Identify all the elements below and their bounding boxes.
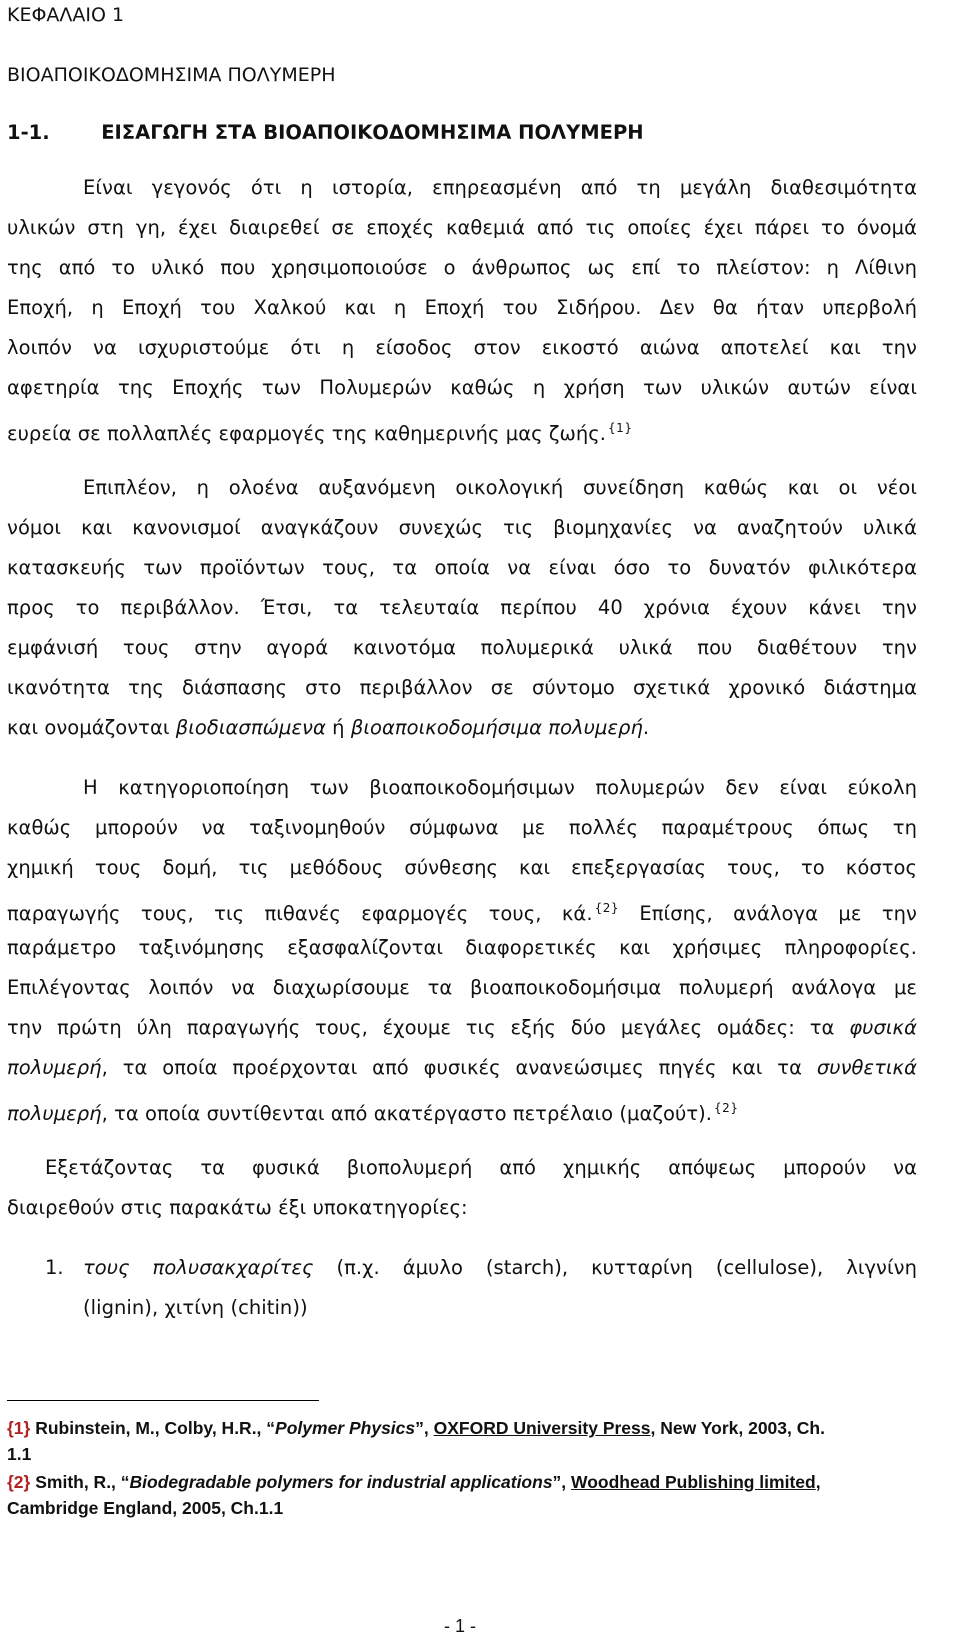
- text-line: [7, 408, 917, 454]
- text-span: Επίσης, ανάλογα με την: [618, 902, 917, 925]
- text-line: Επιπλέον, η ολοένα αυξανόμενη οικολογική συνείδηση καθώς και οι νέοι: [83, 476, 917, 499]
- text-span: και ονομάζονται: [7, 716, 176, 739]
- text-line: λοιπόν να ισχυριστούμε ότι η είσοδος στον εικοστό αιώνα αποτελεί και την: [7, 336, 917, 359]
- text-line: της από το υλικό που χρησιμοποιούσε ο άνθρωπος ως επί το πλείστον: η Λίθινη: [7, 256, 917, 279]
- italic-term: Polymer Physics: [275, 1418, 416, 1438]
- chapter-label: ΚΕΦΑΛΑΙΟ 1: [7, 4, 125, 26]
- text-span: .: [642, 716, 650, 739]
- page-number: - 1 -: [443, 1616, 476, 1636]
- text-line: Εξετάζοντας τα φυσικά βιοπολυμερή από χημικής απόψεως μπορούν να: [45, 1156, 917, 1179]
- text-span: , New York, 2003, Ch.: [650, 1418, 825, 1438]
- italic-term: τους πολυσακχαρίτες: [83, 1256, 314, 1279]
- footnote-mark: {1}: [7, 1418, 31, 1438]
- text-line: αφετηρία της Εποχής των Πολυμερών καθώς η χρήση των υλικών αυτών είναι: [7, 376, 917, 399]
- italic-term: βιοδιασπώμενα: [175, 716, 326, 739]
- text-line: διαιρεθούν στις παρακάτω έξι υποκατηγορίες:: [7, 1196, 468, 1219]
- footnote-2-cont: Cambridge England, 2005, Ch.1.1: [7, 1498, 284, 1518]
- italic-term: πολυμερή: [7, 1102, 102, 1125]
- text-line: Η κατηγοριοποίηση των βιοαποικοδομήσιμων πολυμερών δεν είναι εύκολη: [83, 776, 917, 799]
- text-line: καθώς μπορούν να ταξινομηθούν σύμφωνα με πολλές παραμέτρους όπως τη: [7, 816, 917, 839]
- text-line: [7, 1048, 917, 1088]
- citation-ref: {2}: [714, 1101, 739, 1115]
- text-line: [7, 1088, 917, 1134]
- publisher-link: OXFORD University Press: [433, 1418, 651, 1438]
- footnote-2: [7, 1469, 917, 1495]
- text-line: [7, 1008, 917, 1048]
- text-line: παράμετρο ταξινόμησης εξασφαλίζονται διαφορετικές και χρήσιμες πληροφορίες.: [7, 936, 917, 959]
- section-number: 1-1.: [7, 121, 50, 144]
- text-line: νόμοι και κανονισμοί αναγκάζουν συνεχώς τις βιομηχανίες να αναζητούν υλικά: [7, 516, 917, 539]
- text-span: Smith, R., “: [30, 1472, 130, 1492]
- text-span: ή: [325, 716, 351, 739]
- italic-term: βιοαποικοδομήσιμα πολυμερή: [350, 716, 643, 739]
- text-line: κατασκευής των προϊόντων τους, τα οποία να είναι όσο το δυνατόν φιλικότερα: [7, 556, 917, 579]
- text-line: προς το περιβάλλον. Έτσι, τα τελευταία περίπου 40 χρόνια έχουν κάνει την: [7, 596, 917, 619]
- text-span: ευρεία σε πολλαπλές εφαρμογές της καθημερινής μας ζωής.: [7, 422, 607, 445]
- text-span: (π.χ. άμυλο (starch), κυτταρίνη (cellulose), λιγνίνη: [313, 1256, 918, 1279]
- text-line: υλικών στη γη, έχει διαιρεθεί σε εποχές καθεμιά από τις οποίες έχει πάρει το όνομά: [7, 216, 917, 239]
- text-span: ”,: [552, 1472, 572, 1492]
- footnote-mark: {2}: [7, 1472, 31, 1492]
- footnote-separator: [7, 1400, 319, 1401]
- publisher-link: Woodhead Publishing limited: [571, 1472, 816, 1492]
- section-title: ΕΙΣΑΓΩΓΗ ΣΤΑ ΒΙΟΑΠΟΙΚΟΔΟΜΗΣΙΜΑ ΠΟΛΥΜΕΡΗ: [101, 121, 644, 144]
- list-item-line: (lignin), χιτίνη (chitin)): [83, 1296, 308, 1319]
- section-heading: [7, 118, 644, 148]
- text-line: Εποχή, η Εποχή του Χαλκού και η Εποχή του Σιδήρου. Δεν θα ήταν υπερβολή: [7, 296, 917, 319]
- chapter-title: ΒΙΟΑΠΟΙΚΟΔΟΜΗΣΙΜΑ ΠΟΛΥΜΕΡΗ: [7, 64, 336, 86]
- text-span: , τα οποία συντίθενται από ακατέργαστο πετρέλαιο (μαζούτ).: [101, 1102, 713, 1125]
- text-line: ικανότητα της διάσπασης στο περιβάλλον σε σύντομο σχετικά χρονικό διάστημα: [7, 676, 917, 699]
- italic-term: συνθετικά: [816, 1056, 917, 1079]
- italic-term: Biodegradable polymers for industrial applications: [129, 1472, 553, 1492]
- text-line: εμφάνισή τους στην αγορά καινοτόμα πολυμερικά υλικά που διαθέτουν την: [7, 636, 917, 659]
- text-line: Είναι γεγονός ότι η ιστορία, επηρεασμένη από τη μεγάλη διαθεσιμότητα: [83, 176, 917, 199]
- text-span: Rubinstein, M., Colby, H.R., “: [30, 1418, 276, 1438]
- footnote-1-cont: 1.1: [7, 1444, 32, 1464]
- text-span: ,: [815, 1472, 821, 1492]
- text-span: ”,: [415, 1418, 434, 1438]
- italic-term: φυσικά: [849, 1016, 917, 1039]
- text-span: παραγωγής τους, τις πιθανές εφαρμογές τους, κά.: [7, 902, 593, 925]
- text-span: , τα οποία προέρχονται από φυσικές ανανεώσιμες πηγές και τα: [101, 1056, 817, 1079]
- footnote-1: [7, 1415, 917, 1441]
- list-number: 1.: [45, 1256, 64, 1279]
- citation-ref: {1}: [608, 421, 633, 435]
- text-span: την πρώτη ύλη παραγωγής τους, έχουμε τις εξής δύο μεγάλες ομάδες: τα: [7, 1016, 850, 1039]
- citation-ref: {2}: [594, 901, 619, 915]
- list-item-line: [83, 1248, 917, 1288]
- text-line: χημική τους δομή, τις μεθόδους σύνθεσης και επεξεργασίας τους, το κόστος: [7, 856, 917, 879]
- text-line: [7, 708, 917, 748]
- italic-term: πολυμερή: [7, 1056, 102, 1079]
- text-line: Επιλέγοντας λοιπόν να διαχωρίσουμε τα βιοαποικοδομήσιμα πολυμερή ανάλογα με: [7, 976, 917, 999]
